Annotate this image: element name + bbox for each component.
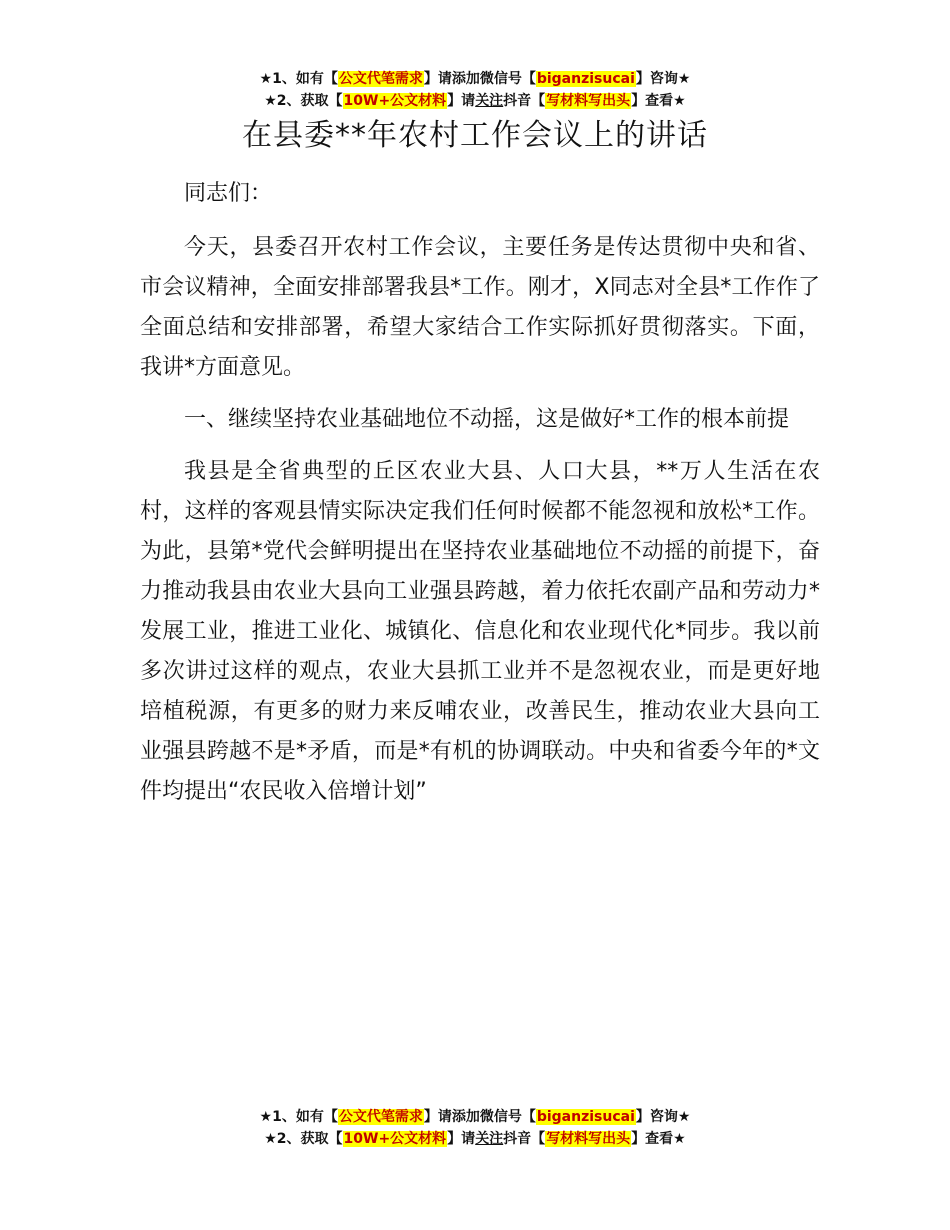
footer-banner-line-2 [0, 1128, 950, 1150]
banner-underlined-follow: 关注 [475, 93, 504, 109]
greeting: 同志们： [184, 181, 273, 206]
banner-line-2-prefix: ★2、获取【 [264, 93, 343, 109]
footer-banner [0, 1106, 950, 1150]
banner-highlight-wechat-id: biganzisucai [536, 71, 635, 87]
footer-line-2-middle-b: 抖音【 [503, 1131, 546, 1147]
footer-line-2-middle-a: 】请 [447, 1131, 476, 1147]
banner-line-2 [0, 90, 950, 112]
footer-highlight-wechat-id: biganzisucai [536, 1109, 635, 1125]
footer-underlined-follow: 关注 [475, 1131, 504, 1147]
footer-line-1-middle: 】请添加微信号【 [423, 1109, 536, 1125]
section-heading: 一、继续坚持农业基础地位不动摇，这是做好*工作的根本前提 [184, 407, 790, 432]
footer-line-2-suffix: 】查看★ [631, 1131, 686, 1147]
banner-line-1 [0, 68, 950, 90]
banner-highlight-douyin-account: 写材料写出头 [546, 93, 631, 109]
banner-line-1-prefix: ★1、如有【 [259, 71, 338, 87]
banner-line-2-middle-b: 抖音【 [503, 93, 546, 109]
banner-highlight-service: 公文代笔需求 [338, 71, 423, 87]
footer-highlight-materials: 10W+公文材料 [343, 1131, 447, 1147]
banner-line-1-middle: 】请添加微信号【 [423, 71, 536, 87]
document-body [140, 174, 820, 824]
paragraph: 我县是全省典型的丘区农业大县、人口大县，**万人生活在农村，这样的客观县情实际决定我们任何时候都不能忽视和放松*工作。为此，县第*党代会鲜明提出在坚持农业基础地位不动摇的前提下，奋力推动我县由农业大县向工业强县跨越，着力依托农副产品和劳动力*发展工业，推进工业化、城镇化、信息化和农业现代化*同步。我以前多次讲过这样的观点，农业大县抓工业并不是忽视农业，而是更好地培植税源，有更多的财力来反哺农业，改善民生，推动农业大县向工业强县跨越不是*矛盾，而是*有机的协调联动。中央和省委今年的*文件均提出“农民收入倍增计划” [140, 459, 820, 804]
banner-line-1-suffix: 】咨询★ [635, 71, 691, 87]
banner-highlight-materials: 10W+公文材料 [343, 93, 447, 109]
header-banner [0, 68, 950, 112]
paragraph: 今天，县委召开农村工作会议，主要任务是传达贯彻中央和省、市会议精神，全面安排部署我县*工作。刚才，X同志对全县*工作作了全面总结和安排部署，希望大家结合工作实际抓好贯彻落实。下面，我讲*方面意见。 [140, 235, 820, 380]
footer-line-1-prefix: ★1、如有【 [259, 1109, 338, 1125]
banner-line-2-middle-a: 】请 [447, 93, 476, 109]
footer-line-2-prefix: ★2、获取【 [264, 1131, 343, 1147]
banner-line-2-suffix: 】查看★ [631, 93, 686, 109]
footer-highlight-service: 公文代笔需求 [338, 1109, 423, 1125]
footer-line-1-suffix: 】咨询★ [635, 1109, 691, 1125]
footer-banner-line-1 [0, 1106, 950, 1128]
footer-highlight-douyin-account: 写材料写出头 [546, 1131, 631, 1147]
page-title: 在县委**年农村工作会议上的讲话 [242, 118, 708, 153]
